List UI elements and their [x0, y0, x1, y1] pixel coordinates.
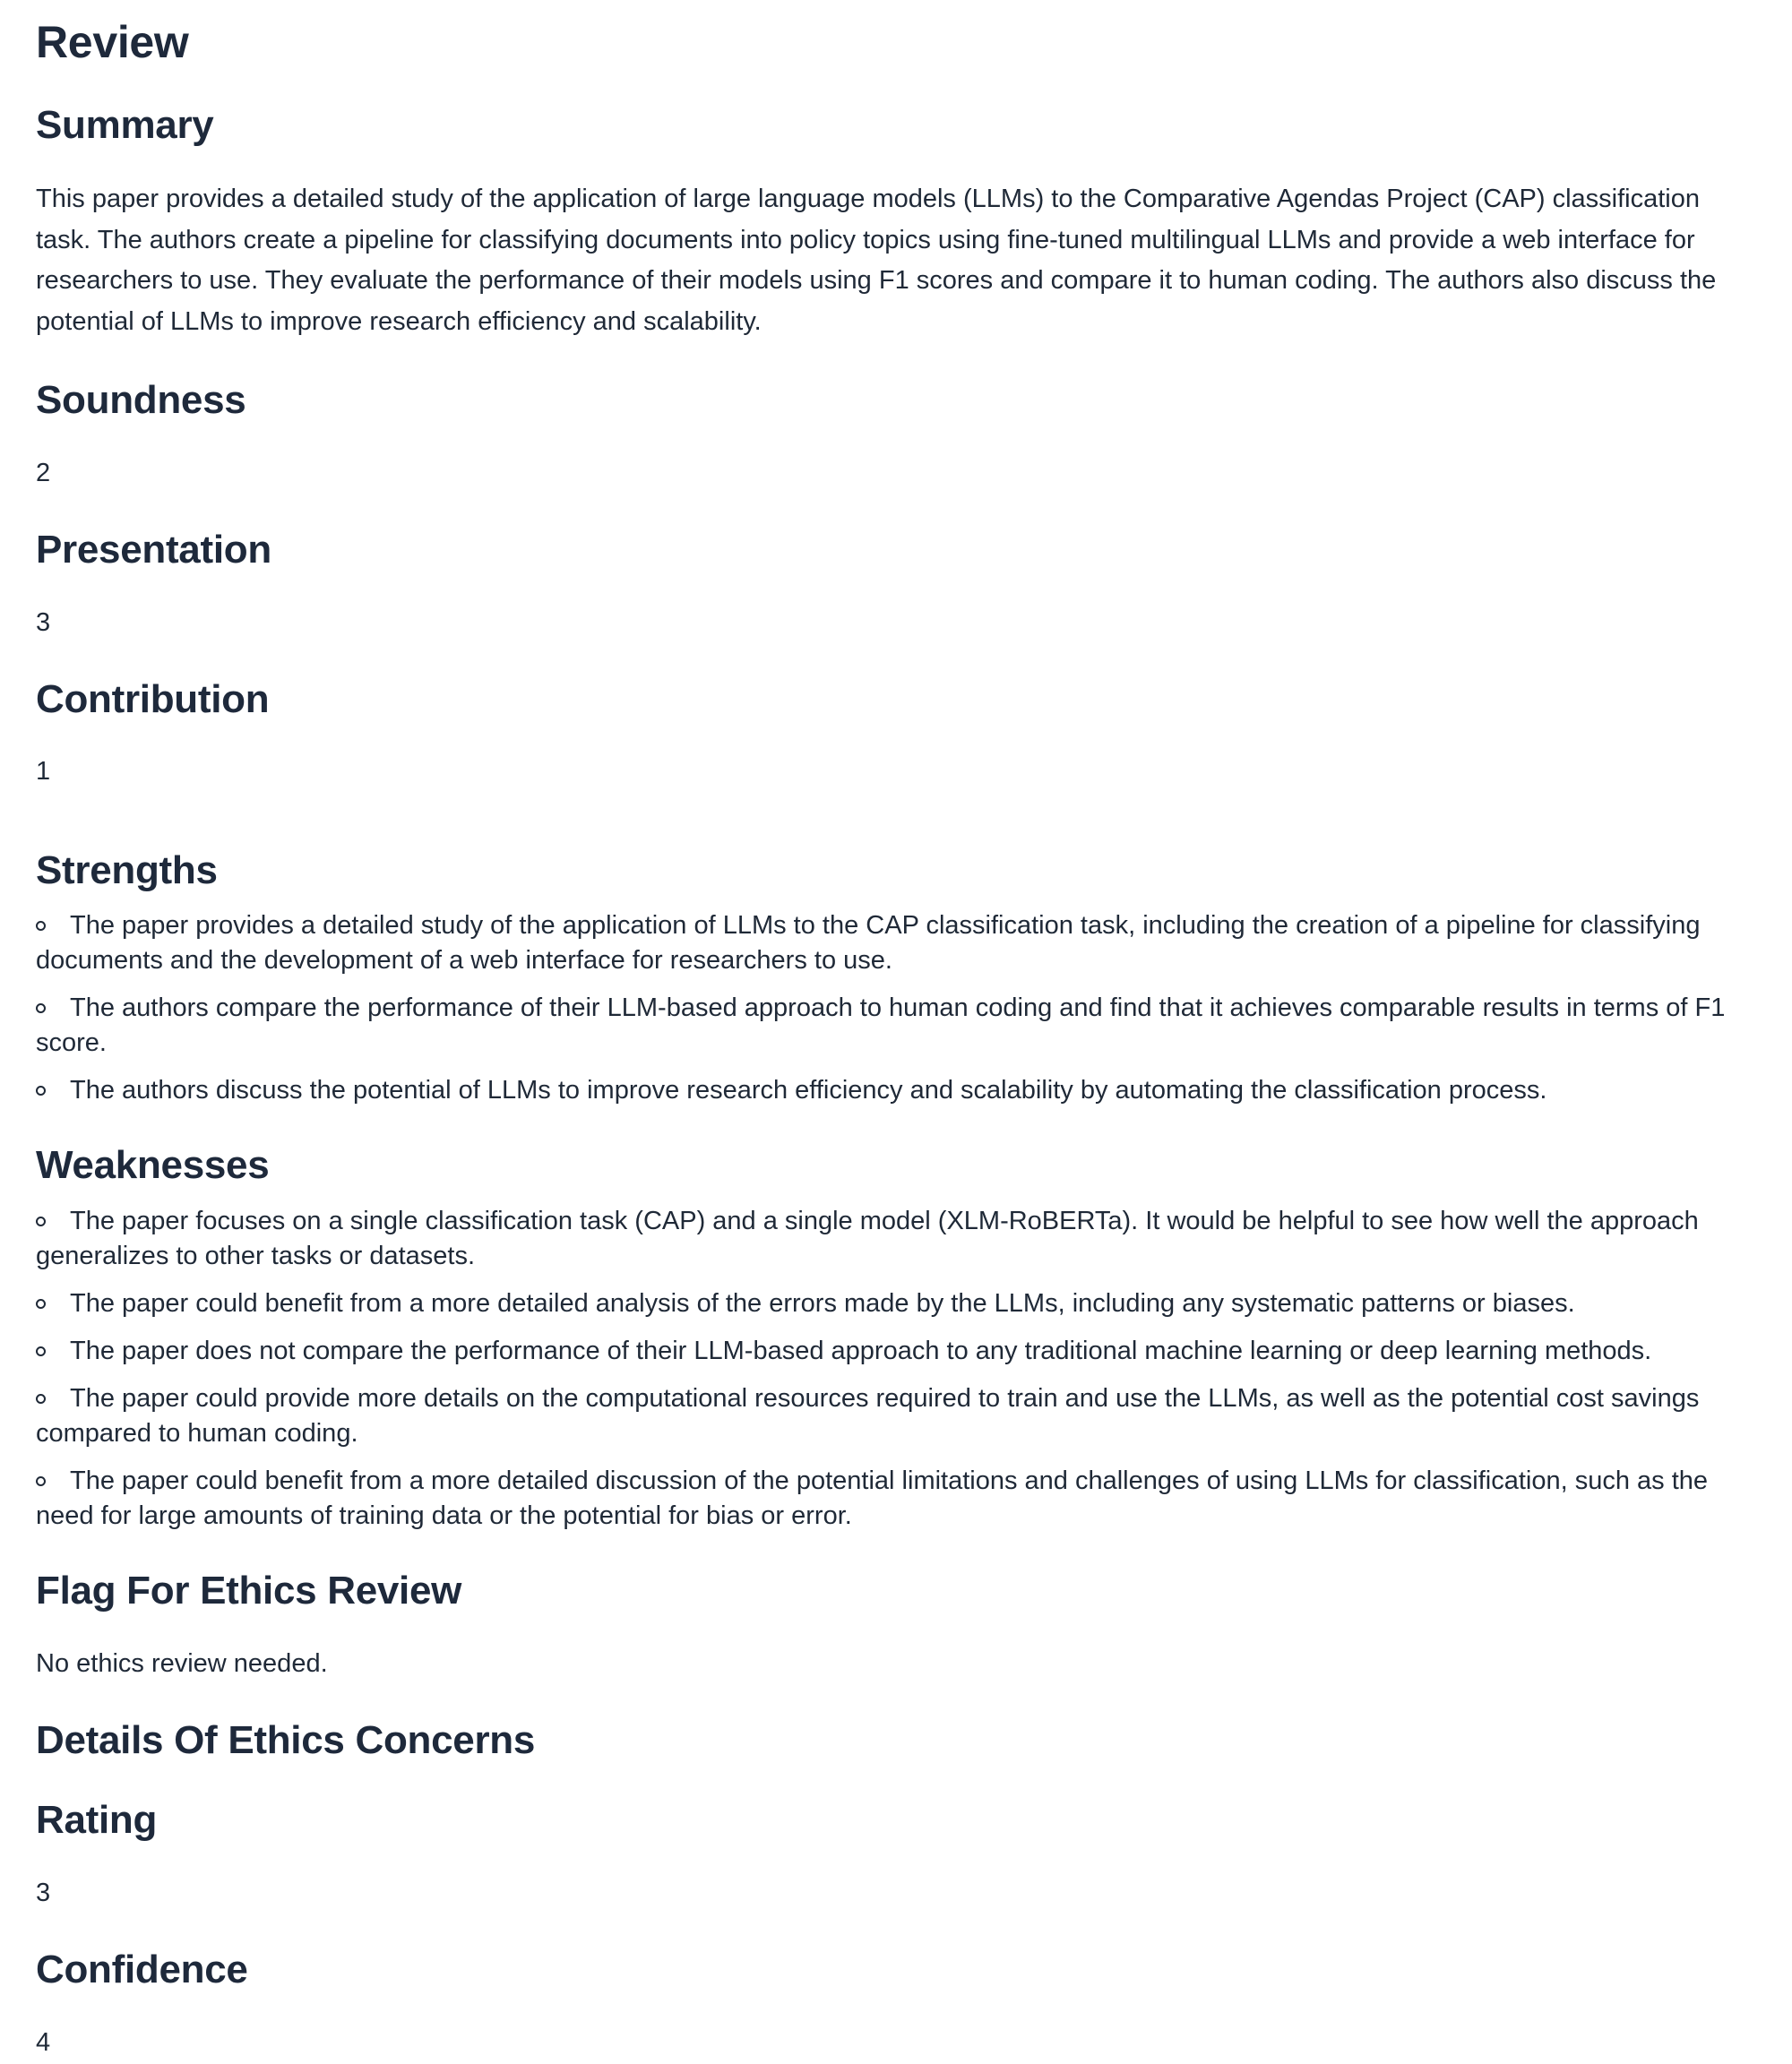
contribution-heading: Contribution: [36, 677, 270, 721]
page-title: Review: [36, 17, 189, 67]
strengths-heading: Strengths: [36, 848, 218, 892]
list-item: The paper could benefit from a more detailed analysis of the errors made by the LLMs, including any systematic patterns or biases.: [36, 1286, 1756, 1321]
ethics-flag-value: No ethics review needed.: [36, 1649, 328, 1678]
weaknesses-heading: Weaknesses: [36, 1143, 270, 1187]
contribution-value: 1: [36, 757, 51, 786]
confidence-heading: Confidence: [36, 1948, 248, 1991]
list-item: The authors compare the performance of their LLM-based approach to human coding and find that it achieves comparable results in terms of F1 score.: [36, 993, 1726, 1057]
weaknesses-list: [36, 1204, 1756, 1534]
presentation-heading: Presentation: [36, 528, 271, 572]
list-item: The authors discuss the potential of LLMs to improve research efficiency and scalability by automating the classification process.: [36, 1073, 1756, 1108]
list-item: The paper focuses on a single classification task (CAP) and a single model (XLM-RoBERTa). It would be helpful to see how well the approach generalizes to other tasks or datasets.: [36, 1207, 1699, 1270]
ethics-flag-heading: Flag For Ethics Review: [36, 1569, 462, 1612]
bullet-icon: [36, 1394, 46, 1404]
rating-value: 3: [36, 1879, 51, 1907]
rating-heading: Rating: [36, 1798, 158, 1842]
soundness-value: 2: [36, 459, 51, 487]
soundness-heading: Soundness: [36, 378, 246, 422]
bullet-icon: [36, 1086, 46, 1096]
summary-heading: Summary: [36, 103, 214, 147]
presentation-value: 3: [36, 608, 51, 637]
bullet-icon: [36, 921, 46, 931]
list-item: The paper does not compare the performance of their LLM-based approach to any traditional machine learning or deep learning methods.: [36, 1334, 1756, 1369]
summary-text: This paper provides a detailed study of the application of large language models (LLMs) to the Comparative Agendas Project (CAP) classification task. The authors create a pipeline for classifying documents into policy topics using fine-tuned multilingual LLMs and provide a web interface for researchers to use. They evaluate the performance of their models using F1 scores and compare it to human coding. The authors also discuss the potential of LLMs to improve research efficiency and scalability.: [36, 185, 1717, 336]
confidence-value: 4: [36, 2028, 51, 2057]
bullet-icon: [36, 1217, 46, 1226]
ethics-details-heading: Details Of Ethics Concerns: [36, 1718, 536, 1762]
bullet-icon: [36, 1476, 46, 1486]
list-item: The paper could provide more details on the computational resources required to train and use the LLMs, as well as the potential cost savings compared to human coding.: [36, 1384, 1700, 1448]
bullet-icon: [36, 1346, 46, 1356]
list-item: The paper provides a detailed study of the application of LLMs to the CAP classification task, including the creation of a pipeline for classifying documents and the development of a web interface for researchers to use.: [36, 911, 1701, 975]
strengths-list: [36, 908, 1756, 1108]
list-item: The paper could benefit from a more detailed discussion of the potential limitations and challenges of using LLMs for classification, such as the need for large amounts of training data or the potential for bias or error.: [36, 1466, 1709, 1530]
bullet-icon: [36, 1003, 46, 1013]
bullet-icon: [36, 1299, 46, 1309]
